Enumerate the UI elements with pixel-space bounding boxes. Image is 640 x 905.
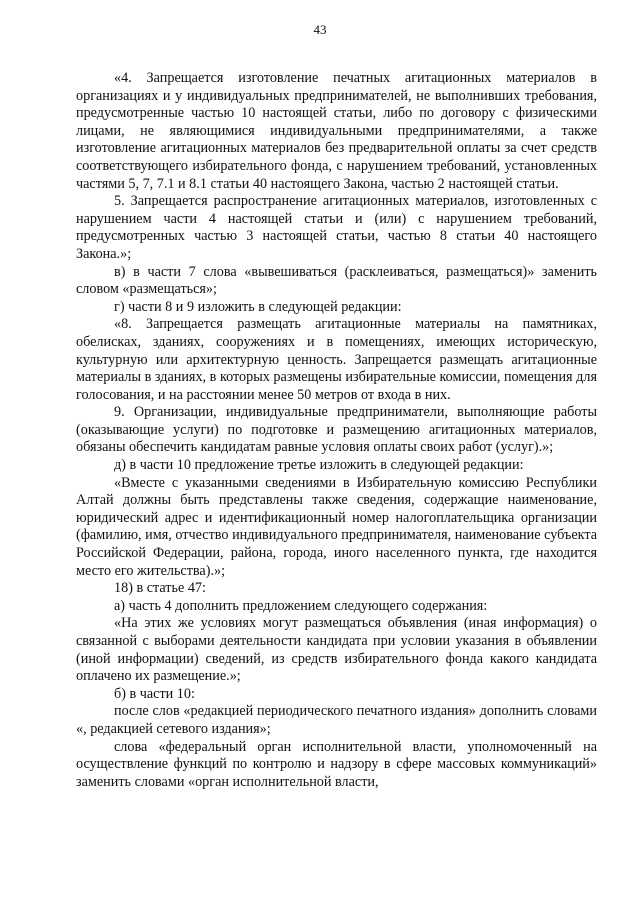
paragraph: 18) в статье 47: (114, 580, 206, 597)
paragraph: д) в части 10 предложение третье изложить в следующей редакции: (114, 457, 524, 474)
paragraph: 5. Запрещается распространение агитационных материалов, изготовленных с нарушением части 4 настоящей статьи и (или) с нарушением требований, предусмотренных частью 3 настоящей статьи, частью 8 статьи 40 настоящего Закона.»; (76, 193, 597, 262)
paragraph: г) части 8 и 9 изложить в следующей редакции: (114, 298, 402, 315)
paragraph: а) часть 4 дополнить предложением следующего содержания: (114, 597, 488, 614)
paragraph: «4. Запрещается изготовление печатных агитационных материалов в организациях и у индивидуальных предпринимателей, не выполнивших требования, предусмотренные частью 10 настоящей статьи, либо по договору с физическими лицами, не являющимися индивидуальными предпринимателями, а также изготовление агитационных материалов без предварительной оплаты за счет средств соответствующего избирательного фонда, с нарушением требований, установленных частями 5, 7, 7.1 и 8.1 статьи 40 настоящего Закона, частью 2 настоящей статьи. (76, 70, 597, 192)
paragraph: после слов «редакцией периодического печатного издания» дополнить словами «, редакцией сетевого издания»; (76, 703, 597, 737)
paragraph: б) в части 10: (114, 685, 195, 702)
paragraph: слова «федеральный орган исполнительной власти, уполномоченный на осуществление функций по контролю и надзору в сфере массовых коммуникаций» заменить словами «орган исполнительной власти, (76, 738, 597, 790)
paragraph: «8. Запрещается размещать агитационные материалы на памятниках, обелисках, зданиях, сооружениях и в помещениях, имеющих историческую, культурную или архитектурную ценность. Запрещается размещать агитационные материалы в зданиях, в которых размещены избирательные комиссии, помещения для голосования, и на расстоянии менее 50 метров от входа в них. (76, 316, 597, 403)
paragraph: 9. Организации, индивидуальные предприниматели, выполняющие работы (оказывающие услуги) по подготовке и размещению агитационных материалов, обязаны обеспечить кандидатам равные условия оплаты своих работ (услуг).»; (76, 404, 597, 456)
paragraph: в) в части 7 слова «вывешиваться (расклеиваться, размещаться)» заменить словом «размещаться»; (76, 263, 597, 298)
page-number: 43 (313, 22, 327, 37)
paragraph: «Вместе с указанными сведениями в Избирательную комиссию Республики Алтай должны быть представлены также сведения, содержащие наименование, юридический адрес и идентификационный номер налогоплательщика организации (фамилию, имя, отчество индивидуального предпринимателя, наименование субъекта Российской Федерации, района, города, иного населенного пункта, где находится место его жительства).»; (76, 474, 597, 579)
document-body (76, 70, 597, 791)
paragraph: «На этих же условиях могут размещаться объявления (иная информация) о связанной с выборами деятельности кандидата при условии указания в объявлении (иной информации) сведений, из средств избирательного фонда какого кандидата оплачено их размещение.»; (76, 615, 597, 685)
